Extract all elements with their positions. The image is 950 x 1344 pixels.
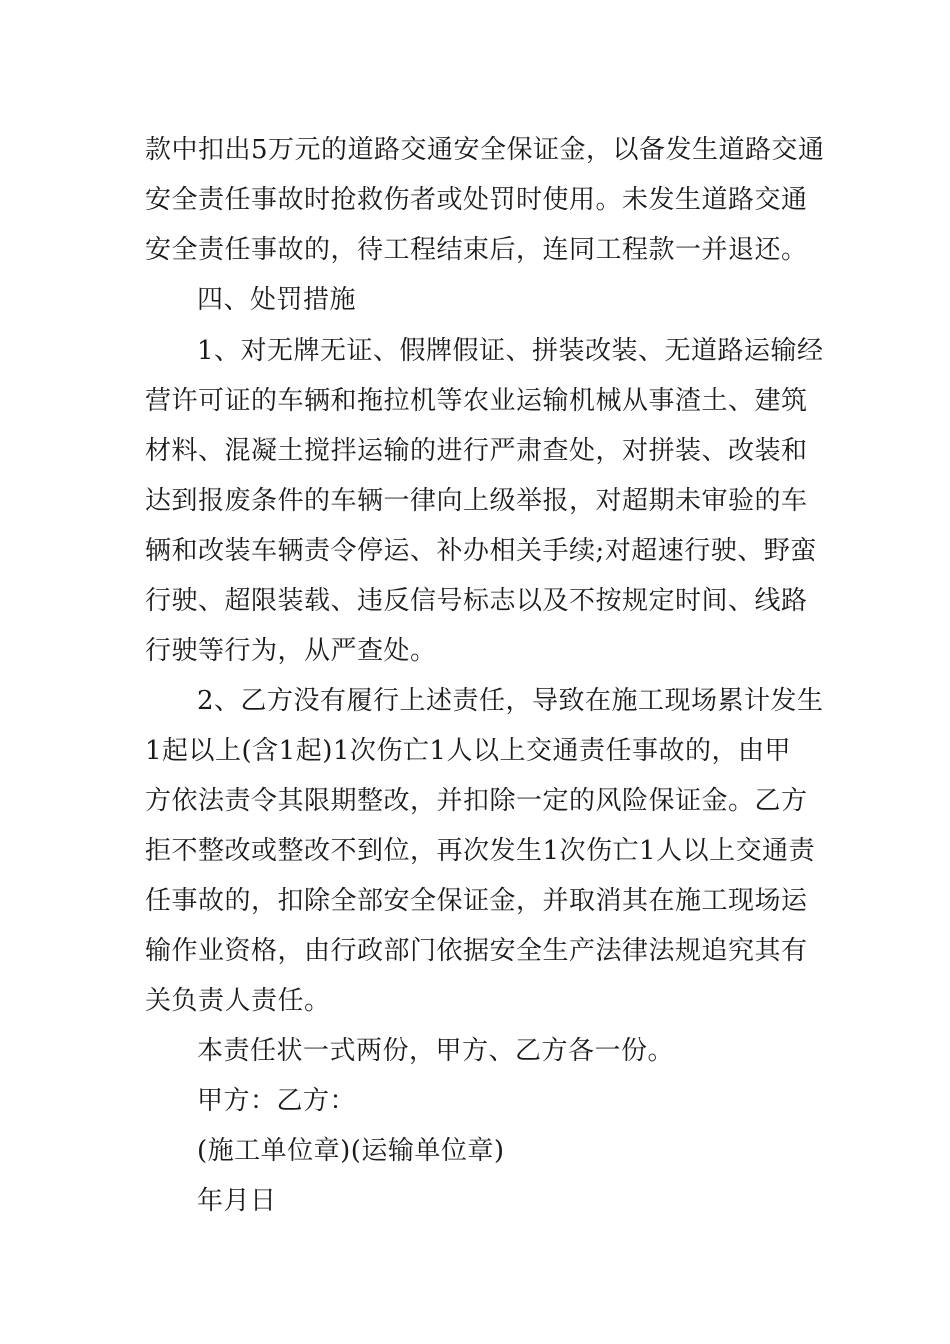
text-line: 2、乙方没有履行上述责任，导致在施工现场累计发生 (197, 686, 824, 716)
signature-parties: 甲方：乙方： (197, 1086, 357, 1116)
text-line: 辆和改装车辆责令停运、补办相关手续;对超速行驶、野蛮 (145, 536, 817, 566)
seal-labels: (施工单位章)(运输单位章) (197, 1136, 505, 1166)
text-line: 营许可证的车辆和拖拉机等农业运输机械从事渣土、建筑 (145, 386, 808, 416)
text-line: 款中扣出5万元的道路交通安全保证金，以备发生道路交通 (145, 135, 825, 165)
text-line: 安全责任事故时抢救伤者或处罚时使用。未发生道路交通 (145, 185, 808, 215)
text-line: 方依法责令其限期整改，并扣除一定的风险保证金。乙方 (145, 786, 808, 816)
text-line: 1、对无牌无证、假牌假证、拼装改装、无道路运输经 (197, 336, 824, 366)
text-line: 本责任状一式两份，甲方、乙方各一份。 (197, 1036, 675, 1066)
text-line: 安全责任事故的，待工程结束后，连同工程款一并退还。 (145, 235, 808, 265)
text-line: 材料、混凝土搅拌运输的进行严肃查处，对拼装、改装和 (145, 436, 808, 466)
date-line: 年月日 (197, 1186, 277, 1216)
section-heading: 四、处罚措施 (197, 285, 357, 315)
text-line: 关负责人责任。 (145, 986, 331, 1016)
text-line: 输作业资格，由行政部门依据安全生产法律法规追究其有 (145, 936, 808, 966)
text-line: 1起以上(含1起)1次伤亡1人以上交通责任事故的，由甲 (145, 736, 791, 766)
text-line: 达到报废条件的车辆一律向上级举报，对超期未审验的车 (145, 486, 808, 516)
text-line: 行驶等行为，从严查处。 (145, 636, 437, 666)
text-line: 拒不整改或整改不到位，再次发生1次伤亡1人以上交通责 (145, 836, 816, 866)
text-line: 任事故的，扣除全部安全保证金，并取消其在施工现场运 (145, 886, 808, 916)
text-line: 行驶、超限装载、违反信号标志以及不按规定时间、线路 (145, 586, 808, 616)
